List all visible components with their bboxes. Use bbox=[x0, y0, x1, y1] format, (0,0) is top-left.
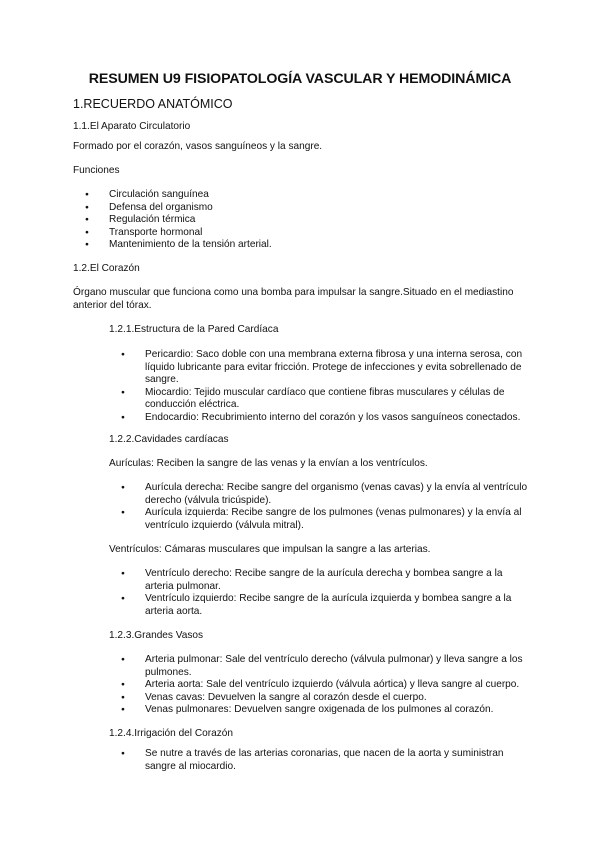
ventriculos-list bbox=[145, 568, 533, 618]
list-item: ● Ventrículo derecho: Recibe sangre de la aurícula derecha y bombea sangre a la arteria pulmonar. bbox=[145, 568, 533, 593]
subheading-aparato: 1.1.El Aparato Circulatorio bbox=[73, 121, 191, 132]
auriculas-list bbox=[145, 482, 533, 532]
list-item: ● Arteria aorta: Sale del ventrículo izquierdo (válvula aórtica) y lleva sangre al cuerpo. bbox=[145, 679, 533, 692]
list-item: ● Defensa del organismo bbox=[109, 202, 549, 215]
funciones-list bbox=[109, 189, 549, 252]
corazon-text: Órgano muscular que funciona como una bomba para impulsar la sangre.Situado en el mediastino anterior del tórax. bbox=[73, 287, 514, 311]
list-item: ● Se nutre a través de las arterias coronarias, que nacen de la aorta y suministran sangre al miocardio. bbox=[145, 748, 533, 773]
list-item: ● Ventrículo izquierdo: Recibe sangre de la aurícula izquierda y bombea sangre a la arteria aorta. bbox=[145, 593, 533, 618]
subheading-vasos: 1.2.3.Grandes Vasos bbox=[109, 630, 204, 641]
ventriculos-text: Ventrículos: Cámaras musculares que impulsan la sangre a las arterias. bbox=[109, 544, 431, 555]
list-item: ● Regulación térmica bbox=[109, 214, 549, 227]
list-item: ● Mantenimiento de la tensión arterial. bbox=[109, 239, 549, 252]
vasos-list bbox=[145, 654, 533, 717]
list-item: ● Aurícula derecha: Recibe sangre del organismo (venas cavas) y la envía al ventrículo derecho (válvula tricúspide). bbox=[145, 482, 533, 507]
irrigacion-list bbox=[145, 748, 533, 773]
section-heading-recuerdo: 1.RECUERDO ANATÓMICO bbox=[73, 97, 233, 111]
subheading-pared: 1.2.1.Estructura de la Pared Cardíaca bbox=[109, 324, 279, 335]
list-item: ● Miocardio: Tejido muscular cardíaco que contiene fibras musculares y células de conducción eléctrica. bbox=[145, 387, 533, 412]
aparato-text: Formado por el corazón, vasos sanguíneos y la sangre. bbox=[73, 141, 323, 152]
subheading-irrigacion: 1.2.4.Irrigación del Corazón bbox=[109, 728, 233, 739]
list-item: ● Endocardio: Recubrimiento interno del corazón y los vasos sanguíneos conectados. bbox=[145, 412, 533, 425]
list-item: ● Venas cavas: Devuelven la sangre al corazón desde el cuerpo. bbox=[145, 692, 533, 705]
document-title: RESUMEN U9 FISIOPATOLOGÍA VASCULAR Y HEMODINÁMICA bbox=[88, 71, 512, 87]
list-item: ● Pericardio: Saco doble con una membrana externa fibrosa y una interna serosa, con líquido lubricante para evitar fricción. Protege de infecciones y evita sobrellenado de sangre. bbox=[145, 349, 533, 387]
list-item: ● Circulación sanguínea bbox=[109, 189, 549, 202]
auriculas-text: Aurículas: Reciben la sangre de las venas y la envían a los ventrículos. bbox=[109, 458, 428, 469]
subheading-corazon: 1.2.El Corazón bbox=[73, 263, 140, 274]
funciones-label: Funciones bbox=[73, 165, 120, 176]
pared-list bbox=[145, 349, 533, 424]
list-item: ● Venas pulmonares: Devuelven sangre oxigenada de los pulmones al corazón. bbox=[145, 704, 533, 717]
list-item: ● Transporte hormonal bbox=[109, 227, 549, 240]
subheading-cavidades: 1.2.2.Cavidades cardíacas bbox=[109, 434, 229, 445]
list-item: ● Arteria pulmonar: Sale del ventrículo derecho (válvula pulmonar) y lleva sangre a los pulmones. bbox=[145, 654, 533, 679]
list-item: ● Aurícula izquierda: Recibe sangre de los pulmones (venas pulmonares) y la envía al ventrículo izquierdo (válvula mitral). bbox=[145, 507, 533, 532]
